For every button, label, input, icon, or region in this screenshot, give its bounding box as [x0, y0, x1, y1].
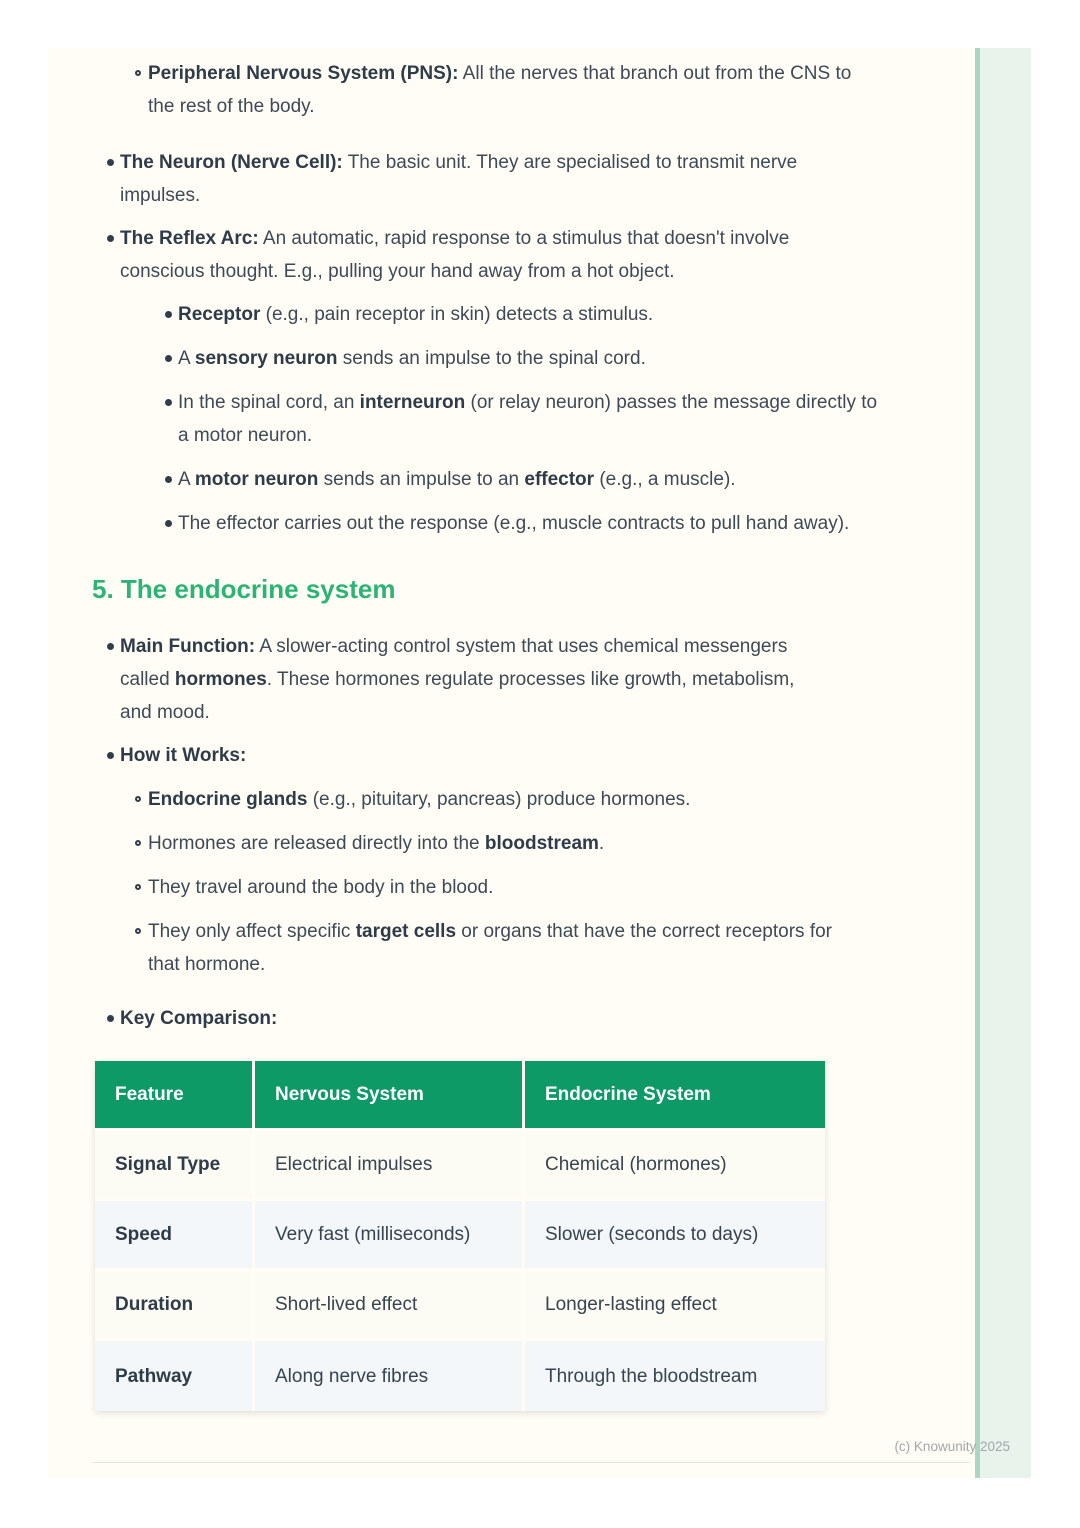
pns-sublist [48, 57, 975, 123]
table-cell: Longer-lasting effect [525, 1271, 825, 1341]
list-item-travel-blood [128, 871, 975, 904]
table-header-endocrine-system: Endocrine System [525, 1061, 825, 1131]
table-row [95, 1201, 825, 1271]
table-cell: Along nerve fibres [255, 1341, 525, 1411]
list-item-endocrine-glands [128, 783, 975, 816]
list-item-receptor [158, 298, 975, 331]
disc-bullet-icon [158, 463, 178, 496]
list-item-target-cells [128, 915, 975, 981]
list-item-effector [158, 507, 975, 540]
table-cell: Very fast (milliseconds) [255, 1201, 525, 1271]
table-cell: Short-lived effect [255, 1271, 525, 1341]
table-cell: Speed [95, 1201, 255, 1271]
circle-bullet-icon [128, 57, 148, 123]
section-heading: 5. The endocrine system [92, 574, 396, 604]
table-cell: Signal Type [95, 1131, 255, 1201]
disc-bullet-icon [158, 507, 178, 540]
list-item-text: Endocrine glands (e.g., pituitary, pancreas) produce hormones. [148, 789, 691, 810]
table-cell: Electrical impulses [255, 1131, 525, 1201]
table-row [95, 1131, 825, 1201]
endocrine-system-list [48, 630, 975, 1035]
list-item-text: The effector carries out the response (e.g., muscle contracts to pull hand away). [178, 513, 850, 534]
list-item-text: A sensory neuron sends an impulse to the spinal cord. [178, 348, 646, 369]
list-item-text: In the spinal cord, an interneuron (or relay neuron) passes the message directly to a motor neuron. [178, 392, 878, 446]
table-cell: Chemical (hormones) [525, 1131, 825, 1201]
disc-bullet-icon [100, 1002, 120, 1035]
bottom-divider [92, 1462, 970, 1463]
list-item-how-it-works [100, 739, 975, 981]
list-item-text: Peripheral Nervous System (PNS): All the nerves that branch out from the CNS to the rest of the body. [148, 63, 852, 117]
circle-bullet-icon [128, 783, 148, 816]
disc-bullet-icon [158, 386, 178, 452]
disc-bullet-icon [100, 146, 120, 212]
list-item-motor-neuron [158, 463, 975, 496]
content-card [48, 48, 975, 1478]
table-header-feature: Feature [95, 1061, 255, 1131]
list-item-text: They only affect specific target cells or organs that have the correct receptors for that hormone. [148, 921, 832, 975]
table-row [95, 1341, 825, 1411]
list-item-text: How it Works: [120, 745, 247, 766]
list-item-interneuron [158, 386, 975, 452]
list-item-main-function [100, 630, 975, 729]
disc-bullet-icon [158, 298, 178, 331]
table-header-row [95, 1061, 825, 1131]
disc-bullet-icon [100, 630, 120, 729]
list-item-text: Receptor (e.g., pain receptor in skin) detects a stimulus. [178, 304, 654, 325]
nervous-system-list [48, 146, 975, 540]
list-item-sensory-neuron [158, 342, 975, 375]
reflex-steps-list [100, 298, 975, 540]
comparison-table [95, 1061, 825, 1411]
disc-bullet-icon [100, 222, 120, 288]
list-item-key-comparison [100, 1002, 975, 1035]
circle-bullet-icon [128, 915, 148, 981]
table-cell: Slower (seconds to days) [525, 1201, 825, 1271]
table-cell: Through the bloodstream [525, 1341, 825, 1411]
list-item-pns [128, 57, 975, 123]
right-accent-line [975, 48, 980, 1478]
copyright-note: (c) Knowunity 2025 [894, 1439, 1010, 1454]
list-item-text: Key Comparison: [120, 1008, 278, 1029]
circle-bullet-icon [128, 871, 148, 904]
disc-bullet-icon [100, 739, 120, 772]
list-item-text: Main Function: A slower-acting control system that uses chemical messengers called hormones. These hormones regulate processes like growth, metabolism, and mood. [120, 636, 795, 723]
how-it-works-steps-list [100, 783, 975, 981]
list-item-text: They travel around the body in the blood. [148, 877, 494, 898]
table-header-nervous-system: Nervous System [255, 1061, 525, 1131]
list-item-text: A motor neuron sends an impulse to an effector (e.g., a muscle). [178, 469, 736, 490]
disc-bullet-icon [158, 342, 178, 375]
table-row [95, 1271, 825, 1341]
right-accent-panel [980, 48, 1031, 1478]
table-cell: Duration [95, 1271, 255, 1341]
circle-bullet-icon [128, 827, 148, 860]
list-item-text: Hormones are released directly into the bloodstream. [148, 833, 605, 854]
table-cell: Pathway [95, 1341, 255, 1411]
list-item-neuron [100, 146, 975, 212]
list-item-reflex-arc [100, 222, 975, 540]
list-item-text: The Neuron (Nerve Cell): The basic unit. They are specialised to transmit nerve impulses. [120, 152, 798, 206]
list-item-bloodstream [128, 827, 975, 860]
list-item-text: The Reflex Arc: An automatic, rapid response to a stimulus that doesn't involve conscious thought. E.g., pulling your hand away from a hot object. [120, 228, 790, 282]
